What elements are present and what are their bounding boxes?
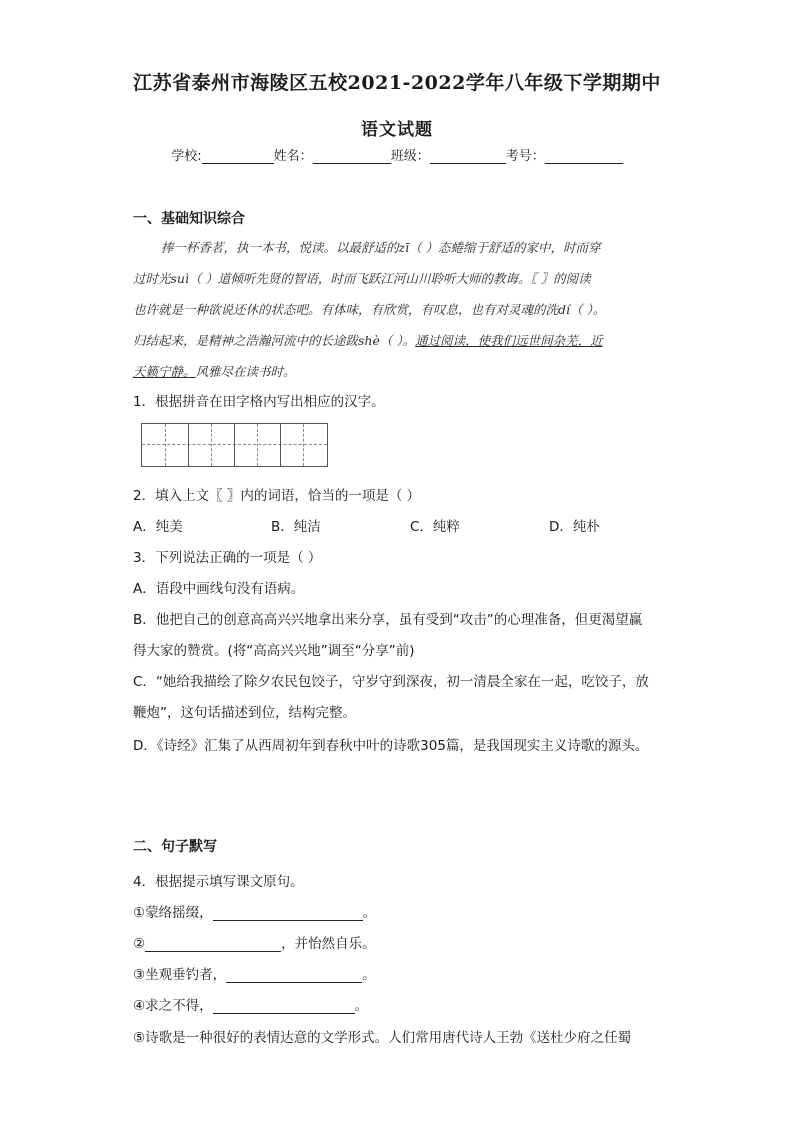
grid-divider — [211, 424, 212, 466]
fill-blank[interactable] — [145, 938, 281, 952]
q4-item-3 — [133, 963, 376, 983]
number-blank[interactable] — [545, 150, 623, 164]
q4-item-1 — [133, 901, 376, 921]
end-mark: 。 — [362, 905, 377, 921]
exam-title-line2: 语文试题 — [361, 120, 433, 140]
q3-option-b[interactable]: B．他把自己的创意高高兴兴地拿出来分享，虽有受到“攻击”的心理准备，但更渴望赢 — [133, 612, 643, 628]
q3-option-a[interactable]: A．语段中画线句没有语病。 — [133, 581, 305, 597]
q4-item-3-text: ③坐观垂钓者， — [133, 967, 227, 983]
q4-item-5: ⑤诗歌是一种很好的表情达意的文学形式。人们常用唐代诗人王勃《送杜少府之任蜀 — [133, 1030, 632, 1046]
name-label: 姓名： — [273, 149, 313, 164]
q4-item-2-prefix: ② — [133, 936, 146, 952]
passage-line — [133, 325, 663, 356]
q2-option-d[interactable]: D．纯朴 — [549, 519, 600, 535]
section1-heading: 一、基础知识综合 — [133, 211, 245, 227]
q4-item-2 — [133, 932, 376, 952]
fill-blank[interactable] — [226, 969, 362, 983]
student-info-line — [0, 145, 794, 164]
question-3: 3．下列说法正确的一项是（ ） — [133, 550, 322, 566]
underlined-sentence: 天籁宁静。 — [133, 364, 196, 379]
school-label: 学校: — [171, 149, 202, 164]
name-blank[interactable] — [313, 150, 391, 164]
end-mark: 。 — [354, 998, 369, 1014]
school-blank[interactable] — [202, 150, 274, 164]
q4-item-4-text: ④求之不得， — [133, 998, 213, 1014]
q3-option-b-cont: 得大家的赞赏。(将“高高兴兴地”调至“分享”前) — [133, 643, 415, 659]
number-label: 考号： — [505, 149, 545, 164]
question-1: 1．根据拼音在田字格内写出相应的汉字。 — [133, 394, 385, 410]
q3-option-c-cont: 鞭炮”，这句话描述到位，结构完整。 — [133, 705, 356, 721]
class-label: 班级： — [390, 149, 430, 164]
grid-divider — [234, 424, 235, 466]
tianzige-grid[interactable] — [141, 423, 328, 467]
passage-line — [133, 356, 663, 387]
q4-item-2-suffix: ，并怡然自乐。 — [281, 936, 376, 952]
passage-text: 归结起来，是精神之浩瀚河流中的长途跋shè（ ）。 — [133, 333, 416, 348]
q2-option-c[interactable]: C．纯粹 — [410, 519, 460, 535]
reading-passage — [133, 232, 663, 387]
end-mark: 。 — [362, 967, 376, 983]
grid-divider — [165, 424, 166, 466]
q4-item-4 — [133, 994, 368, 1014]
grid-divider — [188, 424, 189, 466]
grid-divider — [303, 424, 304, 466]
q3-option-d[interactable]: D．《诗经》汇集了从西周初年到春秋中叶的诗歌305篇，是我国现实主义诗歌的源头。 — [133, 738, 649, 754]
fill-blank[interactable] — [213, 1000, 355, 1014]
grid-divider — [280, 424, 281, 466]
grid-divider — [257, 424, 258, 466]
passage-line: 也许就是一种欲说还休的状态吧。有体味，有欣赏，有叹息，也有对灵魂的洗dí（ ）。 — [133, 302, 606, 317]
class-blank[interactable] — [430, 150, 506, 164]
question-2: 2．填入上文〖 〗内的词语，恰当的一项是（ ） — [133, 488, 421, 504]
q3-option-c[interactable]: C．“她给我描绘了除夕农民包饺子，守岁守到深夜，初一清晨全家在一起，吃饺子，放 — [133, 674, 649, 690]
question-4: 4．根据提示填写课文原句。 — [133, 874, 304, 890]
fill-blank[interactable] — [213, 907, 363, 921]
q2-option-b[interactable]: B．纯洁 — [271, 519, 321, 535]
passage-text: 风雅尽在读书时。 — [195, 364, 296, 379]
q2-option-a[interactable]: A．纯美 — [133, 519, 183, 535]
section2-heading: 二、句子默写 — [133, 839, 217, 855]
passage-line: 捧一杯香茗，执一本书，悦读。以最舒适的zī（ ）态蜷缩于舒适的家中，时而穿 — [161, 240, 601, 255]
exam-title-line1: 江苏省泰州市海陵区五校2021-2022学年八年级下学期期中 — [133, 72, 661, 94]
q4-item-1-text: ①蒙络摇缀， — [133, 905, 213, 921]
underlined-sentence: 通过阅读，使我们远世间杂芜，近 — [415, 333, 603, 348]
passage-line: 过时光suì（ ）道倾听先贤的智语，时而飞跃江河山川聆听大师的教诲。〖 〗的阅读 — [133, 271, 591, 286]
